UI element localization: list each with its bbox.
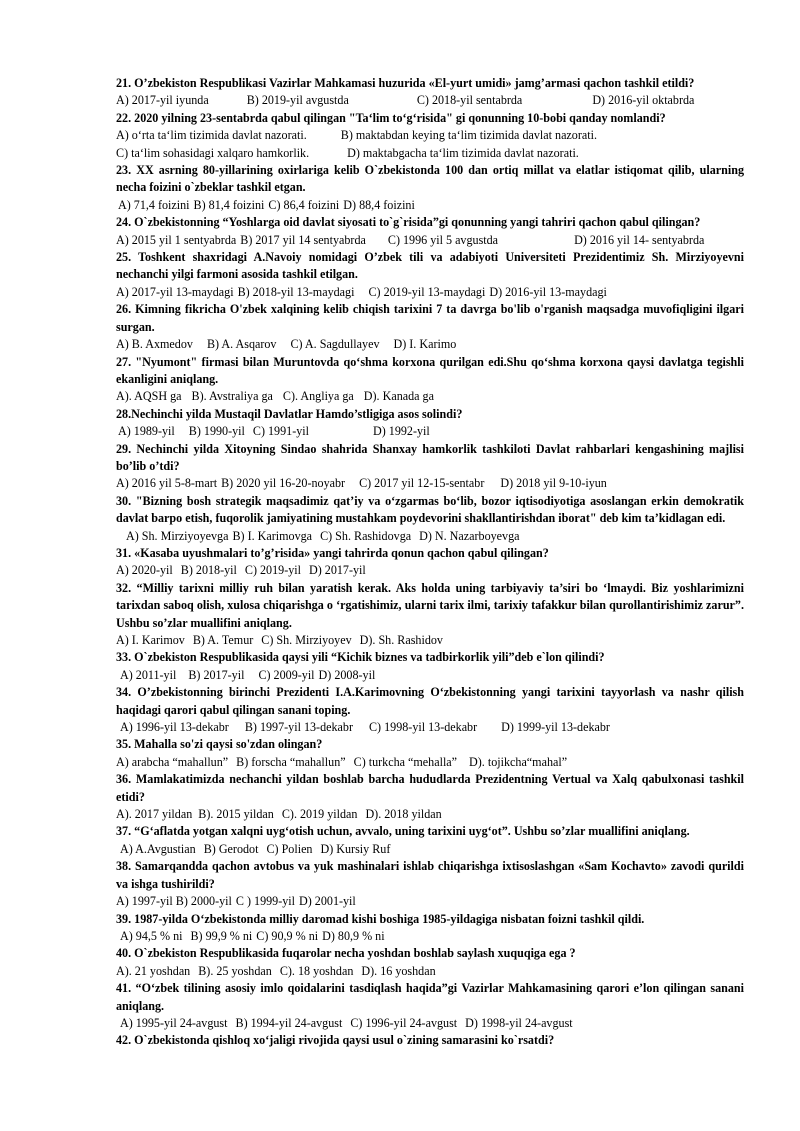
question-39 (116, 911, 744, 946)
answer-option[interactable]: B) 2017-yil (188, 667, 245, 682)
answer-options (116, 127, 744, 144)
answer-option[interactable]: A) 2016 yil 5-8-mart (116, 476, 218, 491)
question-text: 26. Kimning fikricha O'zbek xalqining kelib chiqish tarixini 7 ta davrga bo'lib o'rganish maqsadga muvofiqligini ilgari surgan. (116, 302, 744, 334)
answer-option[interactable]: D). tojikcha“mahal” (469, 754, 568, 769)
question-text: 21. O’zbekiston Respublikasi Vazirlar Mahkamasi huzurida «El-yurt umidi» jamg’armasi qachon tashkil etildi? (116, 76, 695, 90)
answer-options (116, 667, 744, 684)
answer-option[interactable]: C) 86,4 foizini (268, 197, 340, 212)
answer-option[interactable]: A) 1995-yil 24-avgust (120, 1015, 228, 1030)
answer-option[interactable]: A) 2017-yil 13-maydagi (116, 284, 234, 299)
answer-option[interactable]: C) 2019-yil (244, 563, 301, 578)
answer-options (116, 423, 744, 440)
question-text: 28.Nechinchi yilda Mustaqil Davlatlar Hamdo’stligiga asos solindi? (116, 406, 463, 421)
answer-option[interactable]: D) 2016 yil 14- sentyabrda (574, 232, 705, 247)
answer-option[interactable]: A) I. Karimov (116, 633, 185, 647)
answer-option[interactable]: B) forscha “mahallun” (236, 754, 346, 769)
answer-option[interactable]: B) 81,4 foizini (193, 197, 265, 212)
question-text: 42. O`zbekistonda qishloq xoʻjaligi rivojida qaysi usul o`zining samarasini ko`rsatdi? (116, 1033, 555, 1048)
question-text: 23. XX asrning 80-yillarining oxirlariga kelib O`zbekistonda 100 dan ortiq millat va elatlar istiqomat qilib, ularning necha foizini o`zbeklar tashkil etgan. (116, 163, 744, 195)
question-text: 35. Mahalla so'zi qaysi so'zdan olingan? (116, 737, 323, 752)
answer-option[interactable]: C) 2019-yil 13-maydagi (368, 284, 486, 299)
answer-option[interactable]: D) maktabgacha taʻlim tizimida davlat nazorati. (347, 145, 579, 160)
answer-option[interactable]: B) 2020 yil 16-20-noyabr (221, 476, 346, 491)
question-41 (116, 980, 744, 1032)
question-text: 36. Mamlakatimizda nechanchi yildan boshlab barcha hududlarda Prezidentning Vertual va Xalq qabulxonasi tashkil etidi? (116, 772, 744, 804)
answer-option[interactable]: D) 2017-yil (309, 563, 366, 578)
question-text: 27. "Nyumont" firmasi bilan Muruntovda qoʻshma korxona qurilgan edi.Shu qoʻshma korxona qaysi davlatga tegishli ekanligini aniqlang. (116, 354, 744, 386)
answer-option[interactable]: B) 2017 yil 14 sentyabrda (240, 232, 366, 247)
answer-option[interactable]: D). 16 yoshdan (361, 963, 436, 978)
answer-option[interactable]: D) I. Karimo (393, 337, 457, 352)
answer-option[interactable]: C) 1991-yil (252, 424, 309, 439)
answer-option[interactable]: B) 1994-yil 24-avgust (235, 1015, 343, 1030)
answer-option[interactable]: D) 88,4 foizini (343, 197, 415, 212)
question-text: 31. «Kasaba uyushmalari to’g’risida» yangi tahrirda qonun qachon qabul qilingan? (116, 545, 549, 560)
answer-option[interactable]: C) Polien (266, 841, 313, 856)
question-22 (116, 110, 744, 162)
question-26 (116, 301, 744, 353)
answer-option[interactable]: A). 2017 yildan (116, 807, 193, 822)
question-text: 30. "Bizning bosh strategik maqsadimiz qatʼiy va oʻzgarmas boʻlib, bozor iqtisodiyotiga asoslangan erkin demokratik davlat barpo etish, fuqorolik jamiyatining mustahkam poydevorini shakllantirishdan iborat" deb kim taʼkidlagan edi. (116, 493, 744, 526)
question-text: 24. O`zbekistonning “Yoshlarga oid davlat siyosati to`g`risida”gi qonunning yangi tahriri qachon qabul qilingan? (116, 215, 701, 230)
question-text: 29. Nechinchi yilda Xitoyning Sindao shahrida Shanxay hamkorlik tashkiloti Davlat rahbarlari kengashining majlisi bo’lib o’tdi? (116, 441, 744, 473)
question-23 (116, 162, 744, 214)
answer-options (116, 719, 744, 736)
question-40 (116, 945, 744, 980)
question-36 (116, 771, 744, 823)
answer-option[interactable]: B) 2018-yil (180, 563, 237, 578)
answer-options (116, 893, 744, 910)
answer-options (116, 197, 744, 214)
question-29 (116, 441, 744, 493)
answer-option[interactable]: B) 2019-yil avgustda (246, 93, 349, 108)
answer-options (116, 1015, 744, 1032)
answer-option[interactable]: A) 1989-yil (118, 424, 175, 439)
answer-option[interactable]: A) arabcha “mahallun” (116, 754, 229, 769)
answer-option[interactable]: D) N. Nazarboyevga (419, 528, 520, 543)
question-24 (116, 214, 744, 249)
question-38 (116, 858, 744, 910)
question-31 (116, 545, 744, 580)
answer-option[interactable]: C). Angliya ga (282, 389, 354, 404)
question-text: 38. Samarqandda qachon avtobus va yuk mashinalari ishlab chiqarishga ixtisoslashgan «Sam Kochavto» zavodi qurildi va ishga tushirildi? (116, 859, 744, 891)
answer-option[interactable]: D). Sh. Rashidov (359, 633, 443, 647)
answer-option[interactable]: C) 1996 yil 5 avgustda (387, 232, 499, 247)
answer-option[interactable]: D). 2018 yildan (365, 807, 442, 822)
answer-option[interactable]: B) maktabdan keying taʻlim tizimida davlat nazorati. (340, 128, 597, 143)
answer-options (116, 336, 744, 353)
question-27 (116, 354, 744, 406)
answer-option[interactable]: D) 80,9 % ni (322, 928, 385, 943)
answer-option[interactable]: A) 1996-yil 13-dekabr (120, 720, 229, 735)
answer-options (116, 145, 744, 162)
answer-option[interactable]: B) 2018-yil 13-maydagi (237, 284, 355, 299)
question-text: 25. Toshkent shaxridagi A.Navoiy nomidagi O’zbek tili va adabiyoti Universiteti Prezidentimiz Sh. Mirziyoyevni nechanchi yilgi farmoni asosida tashkil etilgan. (116, 250, 744, 282)
question-text: 33. O`zbekiston Respublikasida qaysi yili “Kichik biznes va tadbirkorlik yili”deb e`lon qilindi? (116, 650, 605, 665)
answer-option[interactable]: D) 1998-yil 24-avgust (465, 1015, 573, 1030)
answer-option[interactable]: C) 1998-yil 13-dekabr (368, 720, 478, 735)
answer-option[interactable]: C) 1996-yil 24-avgust (350, 1015, 458, 1030)
answer-options (116, 754, 744, 771)
answer-option[interactable]: A) 2015 yil 1 sentyabrda (116, 232, 237, 247)
answer-option[interactable]: C ) 1999-yil (235, 894, 296, 909)
answer-option[interactable]: A) 94,5 % ni (120, 928, 183, 943)
answer-option[interactable]: B) 1990-yil (188, 424, 245, 439)
answer-option[interactable]: C) Sh. Mirziyoyev (261, 633, 352, 647)
answer-option[interactable]: C) turkcha “mehalla” (353, 754, 458, 769)
question-30 (116, 493, 744, 545)
answer-option[interactable]: D) Kursiy Ruf (320, 841, 391, 856)
answer-option[interactable]: A) 71,4 foizini (118, 197, 190, 212)
answer-option[interactable]: D) 2018 yil 9-10-iyun (500, 476, 607, 491)
answer-option[interactable]: B). 25 yoshdan (198, 963, 272, 978)
answer-option[interactable]: B) A. Temur (192, 633, 254, 647)
answer-option[interactable]: A) B. Axmedov (116, 337, 193, 352)
answer-option[interactable]: B) 99,9 % ni (190, 928, 253, 943)
answer-option[interactable]: A) 1997-yil B) 2000-yil (116, 894, 232, 909)
question-34 (116, 684, 744, 736)
answer-option[interactable]: A) oʻrta taʻlim tizimida davlat nazorati. (116, 128, 307, 143)
question-37 (116, 823, 744, 858)
answer-option[interactable]: D). Kanada ga (363, 389, 434, 404)
answer-options (116, 806, 744, 823)
question-text: 32. “Milliy tarixni milliy ruh bilan yaratish kerak. Aks holda uning tarbiyaviy ta’siri bo ‘lmaydi. Biz yoshlarimizni tarixdan saboq olish, xulosa chiqarishga o ‘rgatishimiz, ularni tarix ilmi, tarixiy tafakkur bilan qurollantirishimiz zarur”. Ushbu so’zlar muallifini aniqlang. (116, 580, 744, 630)
answer-option[interactable]: D) 2016-yil 13-maydagi (489, 284, 607, 299)
question-text: 40. O`zbekiston Respublikasida fuqarolar necha yoshdan boshlab saylash xuquqiga ega ? (116, 946, 576, 961)
answer-option[interactable]: C) 90,9 % ni (256, 928, 319, 943)
answer-option[interactable]: A) 2017-yil iyunda (116, 93, 209, 108)
answer-option[interactable]: D) 1992-yil (373, 424, 430, 439)
question-42 (116, 1032, 744, 1049)
answer-option[interactable]: C) 2017 yil 12-15-sentabr (359, 476, 485, 491)
answer-options (116, 92, 744, 109)
answer-option[interactable]: B) I. Karimovga (232, 528, 313, 543)
question-text: 22. 2020 yilning 23-sentabrda qabul qilingan "Taʻlim toʻgʻrisida" gi qonunning 10-bobi qanday nomlandi? (116, 110, 666, 125)
answer-option[interactable]: D) 2001-yil (299, 894, 356, 909)
question-text: 39. 1987-yilda Oʻzbekistonda milliy daromad kishi boshiga 1985-yildagiga nisbatan foizni tashkil qildi. (116, 911, 645, 926)
answer-options (116, 963, 744, 980)
answer-option[interactable]: C) A. Sagdullayev (290, 337, 380, 352)
answer-option[interactable]: B). Avstraliya ga (191, 389, 273, 404)
answer-option[interactable]: A). 21 yoshdan (116, 963, 191, 978)
answer-options (116, 528, 744, 545)
answer-options (116, 632, 744, 649)
question-33 (116, 649, 744, 684)
answer-option[interactable]: C) Sh. Rashidovga (320, 528, 412, 543)
answer-options (116, 388, 744, 405)
question-text: 41. “O‘zbek tilining asosiy imlo qoidalarini tasdiqlash haqida”gi Vazirlar Mahkamasining qarori e’lon qilingan sanani aniqlang. (116, 981, 744, 1013)
question-28 (116, 406, 744, 441)
question-21 (116, 75, 744, 110)
answer-option[interactable]: B). 2015 yildan (198, 807, 274, 822)
answer-option[interactable]: A) 2020-yil (116, 563, 173, 578)
answer-option[interactable]: C) taʻlim sohasidagi xalqaro hamkorlik. (116, 145, 310, 160)
question-35 (116, 736, 744, 771)
answer-option[interactable]: D) 2016-yil oktabrda (592, 93, 695, 108)
answer-option[interactable]: C). 2019 yildan (281, 807, 358, 822)
answer-options (116, 232, 744, 249)
answer-option[interactable]: A) Sh. Mirziyoyevga (126, 528, 229, 543)
answer-option[interactable]: A) 2011-yil (120, 667, 177, 682)
answer-option[interactable]: C). 18 yoshdan (279, 963, 354, 978)
answer-options (116, 562, 744, 579)
question-text: 34. O’zbekistonning birinchi Prezidenti I.A.Karimovning Oʻzbekistonning yangi tarixini tayyorlash va nashr qilish haqidagi qarori qabul qilingan sanani toping. (116, 685, 744, 717)
question-25 (116, 249, 744, 301)
answer-option[interactable]: A) A.Avgustian (120, 841, 196, 856)
answer-options (116, 928, 744, 945)
question-32 (116, 580, 744, 650)
answer-options (116, 841, 744, 858)
answer-options (116, 284, 744, 301)
answer-option[interactable]: B) 1997-yil 13-dekabr (244, 720, 353, 735)
answer-options (116, 475, 744, 492)
answer-option[interactable]: C) 2009-yil (258, 667, 315, 682)
answer-option[interactable]: A). AQSH ga (116, 389, 182, 404)
answer-option[interactable]: C) 2018-yil sentabrda (416, 93, 523, 108)
question-text: 37. “Gʻaflatda yotgan xalqni uygʻotish uchun, avvalo, uning tarixini uygʻot”. Ushbu so’zlar muallifini aniqlang. (116, 824, 690, 839)
answer-option[interactable]: B) A. Asqarov (206, 337, 277, 352)
answer-option[interactable]: D) 2008-yil (318, 667, 376, 682)
answer-option[interactable]: B) Gerodot (203, 841, 259, 856)
answer-option[interactable]: D) 1999-yil 13-dekabr (501, 720, 610, 735)
